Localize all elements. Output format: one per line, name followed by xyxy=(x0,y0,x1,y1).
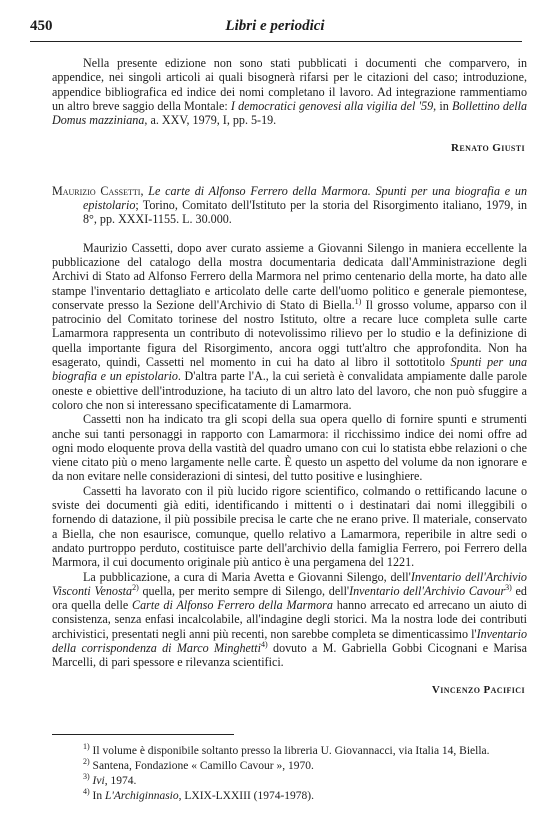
citation-title: Le carte di Alfonso Ferrero della Marmora. Spunti per una biografia e un epistolario xyxy=(83,183,527,213)
footnotes xyxy=(52,744,527,804)
footnote xyxy=(52,744,527,759)
page-body xyxy=(52,56,527,697)
footnote-ref: 2) xyxy=(132,582,139,592)
text-run: Nella presente edizione non sono stati pubblicati i documenti che comparvero, in appendice, nei singoli articoli ai quali bisognerà rifarsi per le citazioni del caso; introduzione, appendice bibliografica ed indice dei nomi completano il lavoro. Ad integrazione rammentiamo un altro breve saggio della Montale: xyxy=(52,56,527,113)
text-run: ed ora quella delle xyxy=(52,583,527,613)
review2-paragraph-1 xyxy=(52,241,527,413)
footnote xyxy=(52,774,527,789)
text-run: , in xyxy=(433,98,452,113)
cited-title: Inventario dell'Archivio Cavour xyxy=(349,583,506,598)
footnote-ref: 3) xyxy=(505,582,512,592)
footnote-number: 4) xyxy=(83,787,90,797)
footnote xyxy=(52,759,527,774)
text-run: Santena, Fondazione « Camillo Cavour », 1970. xyxy=(89,760,314,772)
footnote-number: 2) xyxy=(83,757,90,767)
cited-journal: Bollettino della Domus mazziniana xyxy=(52,98,527,128)
text-run: L'Archiginnasio xyxy=(105,790,179,802)
text-run: quella, per merito sempre di Silengo, dell' xyxy=(138,583,350,598)
footnote-ref: 4) xyxy=(261,639,268,649)
text-run: Ivi xyxy=(92,775,105,787)
cited-subtitle: Spunti per una biografia e un epistolario xyxy=(52,355,527,384)
text-run: , LXIX-LXXIII (1974-1978). xyxy=(178,790,315,802)
cited-title: Inventario dell'Archivio Visconti Venosta xyxy=(52,569,527,598)
review2-citation xyxy=(52,184,527,227)
running-header xyxy=(30,18,520,40)
review1-signature: Renato Giusti xyxy=(451,142,525,155)
cited-title: Inventario della corrispondenza di Marco Minghetti xyxy=(52,626,527,655)
text-run: In xyxy=(89,790,106,802)
text-run: Il volume è disponibile soltanto presso la libreria U. Giovannacci, via Italia 14, Biella. xyxy=(89,745,490,757)
text-run: Maurizio Cassetti, dopo aver curato assieme a Giovanni Silengo in maniera eccellente la pubblicazione del catalogo della mostra documentaria dedicata dall'Amministrazione degli Archivi di Stato ad Alfonso Ferrero della Marmora nel primo centenario della morte, ha dato alle stampe l'inventario dettagliato e articolato delle carte dell'uomo politico e generale piemontese, conservate presso la Sezione dell'Archivio di Stato di Biella. xyxy=(52,240,527,312)
text-run: , a. XXV, 1979, I, pp. 5-19. xyxy=(144,113,277,128)
review2-paragraph-2: Cassetti non ha indicato tra gli scopi della sua opera quello di fornire spunti e strumenti anche sui tanti personaggi in rapporto con Lamarmora: il ricchissimo indice dei nomi offre ad ogni modo eloquente prova della vastità del quadro umano con cui lo statista ebbe relazioni o che viene citato più o meno largamente nelle carte. È questo un aspetto del volume da non ignorare e da non evitare nelle considerazioni di sintesi, del tutto positive e lusinghiere. xyxy=(52,412,527,484)
running-title: Libri e periodici xyxy=(225,18,325,34)
text-run: , xyxy=(140,183,149,198)
citation-author: Maurizio Cassetti xyxy=(52,183,141,198)
review2-paragraph-4 xyxy=(52,570,527,670)
header-rule xyxy=(30,41,522,42)
review1-paragraph xyxy=(52,56,527,127)
citation-details: ; Torino, Comitato dell'Istituto per la storia del Risorgimento italiano, 1979, in 8°, pp. XXXI-1155. L. 30.000. xyxy=(83,198,527,227)
text-run: , 1974. xyxy=(104,775,137,787)
cited-title: I democratici genovesi alla vigilia del '59 xyxy=(230,98,434,113)
text-run: La pubblicazione, a cura di Maria Avetta e Giovanni Silengo, dell' xyxy=(83,569,411,584)
review2-paragraph-3: Cassetti ha lavorato con il più lucido rigore scientifico, colmando o rettificando lacune o sviste dei documenti già editi, identificando i mittenti o i destinatari dai nomi illeggibili o fornendo di datazione, il più possibile precisa le carte che ne erano prive. Il materiale, conservato a Biella, che non esaurisce, comunque, quello relativo a Lamarmora, reperibile in altre sedi o andato purtroppo perduto, costituisce parte dell'archivio della famiglia Ferrero, poi Ferrero della Marmora, il cui documento originale più antico è una pergamena del 1221. xyxy=(52,483,527,570)
spacer xyxy=(52,227,527,241)
page-number: 450 xyxy=(30,18,53,34)
footnote xyxy=(52,789,527,804)
text-run: Il grosso volume, apparso con il patrocinio del Comitato torinese del nostro Istituto, oltre a recare luce completa sulle carte Lamarmora rappresenta un contributo di notevolissimo rilievo per lo studio e la definizione di quella importante figura del Risorgimento, ancora oggi tutt'altro che approfondita. Non ha esagerato, quindi, Cassetti nel momento in cui ha dato al libro il sottotitolo xyxy=(52,297,527,370)
cited-title: Carte di Alfonso Ferrero della Marmora xyxy=(132,598,333,613)
text-run: dovuto a M. Gabriella Gobbi Cicognani e Marisa Marcelli, di pari spessore e rilevanza scientifici. xyxy=(52,640,528,670)
text-run: . D'altra parte l'A., la cui serietà è convalidata ampiamente dalle parole oneste e obiettive dell'introduzione, ha taciuto di un altro lato del lavoro, che non può sfuggire a coloro che non si interessano specificatamente di Lamarmora. xyxy=(52,369,527,412)
footnote-ref: 1) xyxy=(354,296,362,306)
footnote-number: 3) xyxy=(83,772,90,782)
footnote-number: 1) xyxy=(83,742,90,752)
review2-signature: Vincenzo Pacifici xyxy=(431,683,525,696)
text-run: hanno arrecato ed arrecano un aiuto di consistenza, senza enfasi incalcolabile, all'indagine degli storici. Ma la nostra lode dei contributi archivistici, presentati negli anni più recenti, non sarebbe completa se dimenticassimo l' xyxy=(52,598,527,641)
footnote-rule xyxy=(52,734,234,735)
